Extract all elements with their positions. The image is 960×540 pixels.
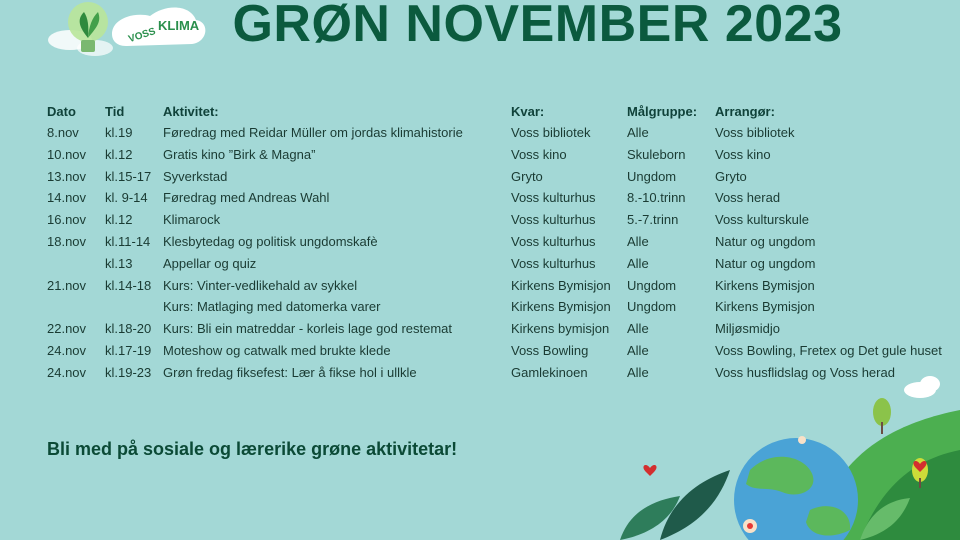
cell-dato: 24.nov [47, 343, 87, 358]
cell-kvar: Voss Bowling [511, 343, 589, 358]
table-row [0, 320, 960, 342]
cell-arrangor: Kirkens Bymisjon [715, 277, 815, 293]
table-row [0, 298, 960, 320]
cell-aktivitet: Klesbytedag og politisk ungdomskafè [163, 234, 378, 249]
header-tid: Tid [105, 104, 125, 119]
cloud-icon [904, 376, 940, 398]
cell-kvar: Voss bibliotek [511, 125, 591, 140]
cell-kvar: Voss kulturhus [511, 255, 596, 271]
cell-arrangor: Natur og ungdom [715, 255, 816, 271]
cell-arrangor: Natur og ungdom [715, 234, 816, 249]
cell-tid: kl.13 [105, 255, 133, 271]
cell-malgruppe: Ungdom [627, 277, 677, 293]
cell-malgruppe: 8.-10.trinn [627, 190, 686, 206]
cell-aktivitet: Moteshow og catwalk med brukte klede [163, 343, 391, 358]
cell-kvar: Gryto [511, 168, 543, 184]
cell-tid: kl.17-19 [105, 343, 152, 358]
cell-tid: kl.14-18 [105, 277, 152, 293]
cell-kvar: Voss kulturhus [511, 190, 596, 206]
cell-kvar: Voss kulturhus [511, 234, 596, 249]
header-dato: Dato [47, 104, 76, 119]
cell-kvar: Voss kino [511, 146, 567, 162]
cell-tid: kl.12 [105, 146, 133, 162]
header-malgruppe: Målgruppe: [627, 104, 698, 119]
cell-aktivitet: Gratis kino ”Birk & Magna” [163, 146, 316, 162]
cell-tid: kl.19-23 [105, 364, 152, 380]
cell-arrangor: Voss kulturskule [715, 212, 809, 228]
cell-aktivitet: Kurs: Bli ein matreddar - korleis lage god restemat [163, 321, 453, 337]
cell-dato: 8.nov [47, 125, 79, 140]
logo-text-right: KLIMA [158, 18, 200, 33]
table-row [0, 211, 960, 233]
cell-dato: 24.nov [47, 364, 87, 380]
cell-aktivitet: Klimarock [163, 212, 221, 228]
cell-arrangor: Miljøsmidjo [715, 321, 780, 337]
cell-kvar: Kirkens Bymisjon [511, 299, 611, 315]
cell-aktivitet: Føredrag med Reidar Müller om jordas klimahistorie [163, 125, 463, 140]
cell-malgruppe: Skuleborn [627, 146, 686, 162]
cell-dato: 18.nov [47, 234, 87, 249]
header-kvar: Kvar: [511, 104, 545, 119]
logo-text-left: VOSS [127, 26, 157, 46]
table-row [0, 233, 960, 255]
cell-arrangor: Voss bibliotek [715, 125, 795, 140]
header-aktivitet: Aktivitet: [163, 104, 219, 119]
cell-kvar: Gamlekinoen [511, 364, 588, 380]
cell-kvar: Kirkens Bymisjon [511, 277, 611, 293]
cell-malgruppe: Ungdom [627, 299, 677, 315]
cell-arrangor: Voss herad [715, 190, 781, 206]
cell-tid: kl.11-14 [105, 234, 151, 249]
cell-tid: kl.18-20 [105, 321, 152, 337]
eco-illustration [560, 360, 960, 540]
cell-arrangor: Kirkens Bymisjon [715, 299, 815, 315]
cell-dato: 16.nov [47, 212, 87, 228]
cell-tid: kl.19 [105, 125, 133, 140]
cell-malgruppe: Alle [627, 125, 649, 140]
tagline: Bli med på sosiale og lærerike grøne aktivitetar! [47, 439, 458, 459]
cell-malgruppe: Alle [627, 255, 649, 271]
table-row [0, 189, 960, 211]
cell-aktivitet: Føredrag med Andreas Wahl [163, 190, 330, 206]
cell-aktivitet: Syverkstad [163, 168, 228, 184]
cell-arrangor: Voss kino [715, 146, 771, 162]
cell-arrangor: Voss Bowling, Fretex og Det gule huset [715, 343, 942, 358]
cell-kvar: Voss kulturhus [511, 212, 596, 228]
cell-malgruppe: 5.-7.trinn [627, 212, 679, 228]
cell-tid: kl.15-17 [105, 168, 152, 184]
cell-dato: 10.nov [47, 146, 87, 162]
cell-tid: kl. 9-14 [105, 190, 148, 206]
table-row [0, 124, 960, 146]
cell-dato: 13.nov [47, 168, 87, 184]
table-row [0, 146, 960, 168]
cell-kvar: Kirkens bymisjon [511, 321, 610, 337]
cell-dato: 21.nov [47, 277, 87, 293]
cell-arrangor: Voss husflidslag og Voss herad [715, 364, 895, 380]
cell-aktivitet: Kurs: Vinter-vedlikehald av sykkel [163, 277, 358, 293]
cell-malgruppe: Ungdom [627, 168, 677, 184]
table-row [0, 255, 960, 277]
cell-dato: 14.nov [47, 190, 87, 206]
header-arrangor: Arrangør: [715, 104, 775, 119]
table-row [0, 168, 960, 190]
table-header [0, 103, 960, 125]
cell-arrangor: Gryto [715, 168, 747, 184]
cell-aktivitet: Appellar og quiz [163, 255, 257, 271]
cell-malgruppe: Alle [627, 321, 649, 337]
cell-aktivitet: Kurs: Matlaging med datomerka varer [163, 299, 381, 315]
cell-tid: kl.12 [105, 212, 133, 228]
cell-dato: 22.nov [47, 321, 87, 337]
table-row [0, 277, 960, 299]
cell-malgruppe: Alle [627, 234, 649, 249]
page-title: GRØN NOVEMBER 2023 [232, 0, 843, 53]
cell-malgruppe: Alle [627, 364, 649, 380]
cell-malgruppe: Alle [627, 343, 649, 358]
cell-aktivitet: Grøn fredag fiksefest: Lær å fikse hol i ullkle [163, 364, 417, 380]
